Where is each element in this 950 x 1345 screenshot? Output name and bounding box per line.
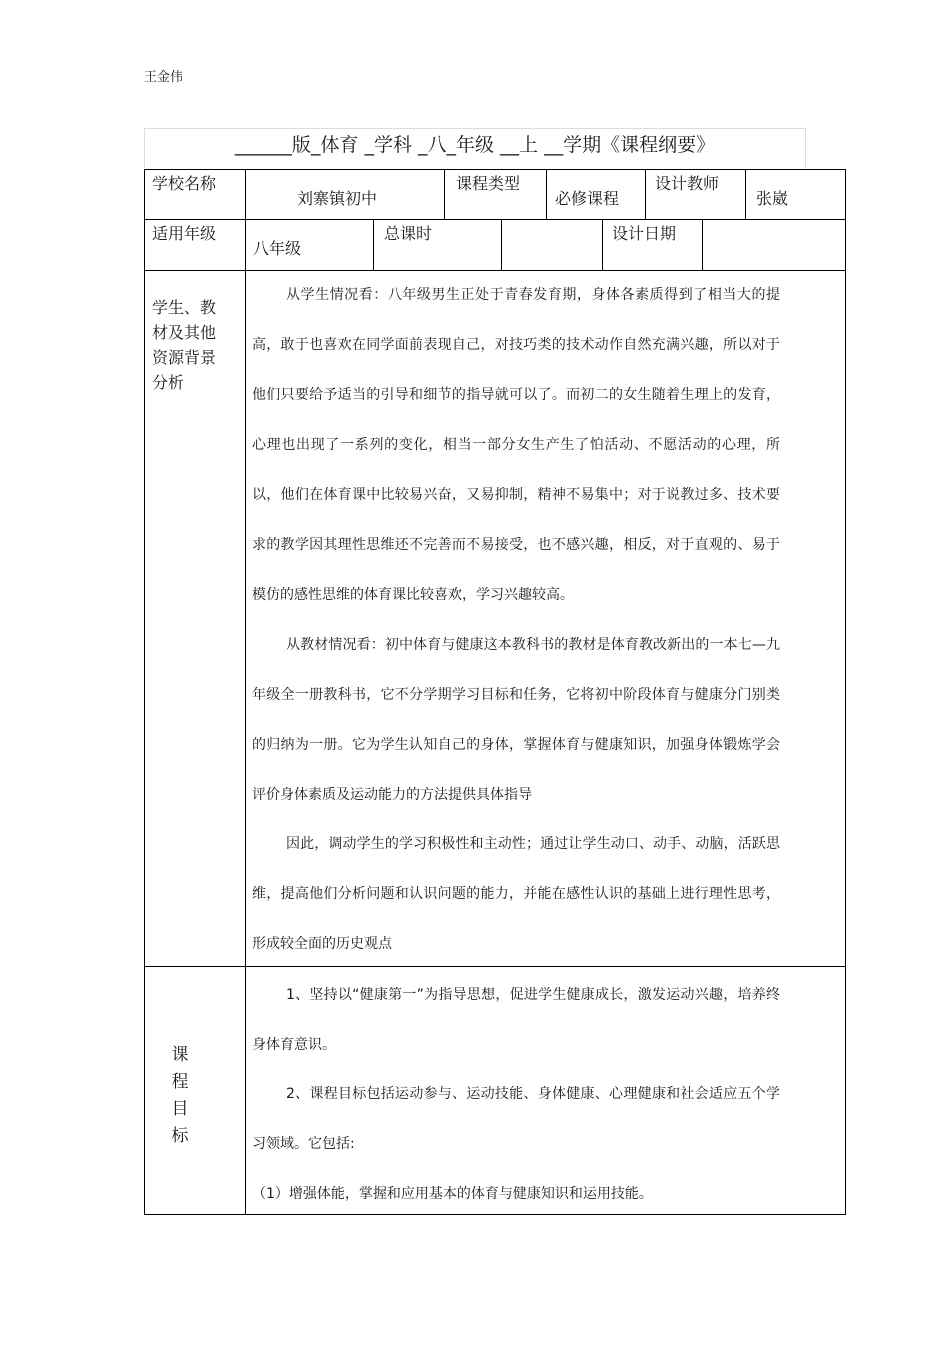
goal-paragraph-2: 2、课程目标包括运动参与、运动技能、身体健康、心理健康和社会适应五个学习领域。它包括: [252, 1086, 780, 1152]
goal-item-1: （1）增强体能，掌握和应用基本的体育与健康知识和运用技能。 [252, 1186, 653, 1202]
textbook-analysis-paragraph: 从教材情况看：初中体育与健康这本教科书的教材是体育教改新出的一本七—九年级全一册教科书，它不分学期学习目标和任务，它将初中阶段体育与健康分门别类的归纳为一册。它为学生认知自己的身体，掌握体育与健康知识，加强身体锻炼学会评价身体素质及运动能力的方法提供具体指导 [252, 637, 780, 803]
design-teacher-value: 张崴 [756, 189, 789, 208]
table-border-right [845, 169, 846, 1215]
column-divider [373, 219, 374, 271]
goal-paragraph-1: 1、坚持以“健康第一”为指导思想，促进学生健康成长，激发运动兴趣，培养终身体育意识。 [252, 987, 780, 1053]
author-name: 王金伟 [144, 70, 184, 85]
column-divider [745, 169, 746, 220]
column-divider [702, 219, 703, 271]
column-divider [602, 219, 603, 271]
school-name-label: 学校名称 [152, 174, 217, 193]
course-goals-label-char: 标 [171, 1126, 189, 1146]
student-analysis-paragraph: 从学生情况看：八年级男生正处于青春发育期，身体各素质得到了相当大的提高，敢于也喜欢在同学面前表现自己，对技巧类的技术动作自然充满兴趣，所以对于他们只要给予适当的引导和细节的指导就可以了。而初二的女生随着生理上的发育，心理也出现了一系列的变化，相当一部分女生产生了怕活动、不愿活动的心理，所以，他们在体育课中比较易兴奋，又易抑制，精神不易集中；对于说教过多、技术要求的教学因其理性思维还不完善而不易接受，也不感兴趣，相反，对于直观的、易于模仿的感性思维的体育课比较喜欢，学习兴趣较高。 [252, 287, 780, 603]
column-divider [245, 169, 246, 1215]
applicable-grade-value: 八年级 [253, 239, 302, 258]
table-border-top [144, 169, 846, 170]
total-hours-label: 总课时 [384, 224, 433, 243]
course-goals-label-char: 课 [171, 1045, 189, 1065]
course-goals-label-char: 目 [171, 1099, 189, 1119]
course-type-value: 必修课程 [555, 189, 620, 208]
conclusion-paragraph: 因此，调动学生的学习积极性和主动性；通过让学生动口、动手、动脑，活跃思维，提高他们分析问题和认识问题的能力，并能在感性认识的基础上进行理性思考，形成较全面的历史观点 [252, 836, 780, 952]
course-goals-label-char: 程 [171, 1072, 189, 1092]
course-goals-label [170, 1042, 190, 1150]
school-name-value: 刘寨镇初中 [297, 189, 378, 208]
column-divider [501, 219, 502, 271]
row-divider [144, 219, 846, 220]
course-type-label: 课程类型 [456, 174, 521, 193]
design-teacher-label: 设计教师 [655, 174, 720, 193]
column-divider [444, 169, 445, 220]
background-analysis-label: 学生、教材及其他资源背景分析 [152, 298, 217, 392]
column-divider [645, 169, 646, 220]
design-date-label: 设计日期 [612, 224, 677, 243]
table-border-left [144, 169, 145, 1215]
applicable-grade-label: 适用年级 [152, 224, 217, 243]
document-title: ______版_体育 _学科 _八_年级 __上 __学期《课程纲要》 [144, 128, 806, 168]
column-divider [546, 169, 547, 220]
